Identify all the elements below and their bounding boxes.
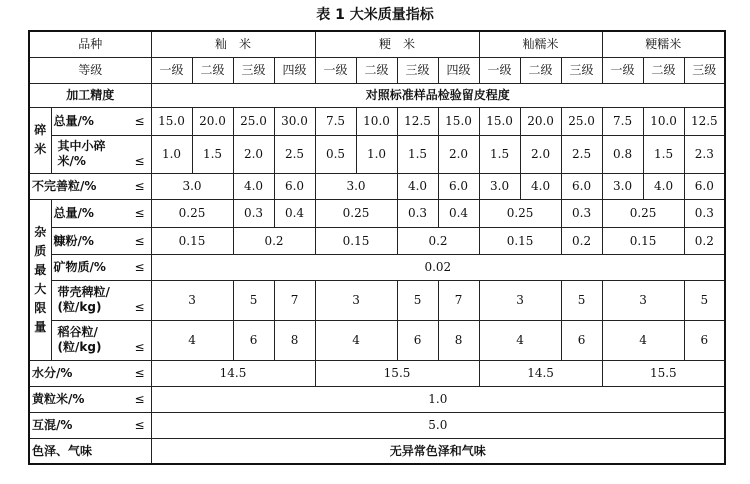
value-cell: 5: [397, 280, 438, 320]
value-cell: 4.0: [397, 173, 438, 199]
value-cell: 6: [684, 320, 725, 360]
value-cell: 10.0: [643, 107, 684, 135]
value-cell: 6.0: [561, 173, 602, 199]
grade-cell: 三级: [684, 57, 725, 83]
value-cell: 0.15: [479, 227, 561, 254]
impurity-husked-label: 带壳稗粒/ (粒/kg) ≤: [51, 280, 151, 320]
broken-small-label: 其中小碎 米/% ≤: [51, 135, 151, 173]
value-cell: 12.5: [397, 107, 438, 135]
imperfect-row: [29, 173, 725, 199]
value-cell: 6.0: [438, 173, 479, 199]
value-cell: 0.4: [274, 199, 315, 227]
value-cell: 15.0: [479, 107, 520, 135]
mixed-label: 互混/% ≤: [29, 412, 151, 438]
value-cell: 0.5: [315, 135, 356, 173]
value-cell: 30.0: [274, 107, 315, 135]
value-cell: 3.0: [479, 173, 520, 199]
value-cell: 2.0: [520, 135, 561, 173]
grade-cell: 一级: [151, 57, 192, 83]
value-cell: 4.0: [520, 173, 561, 199]
value-cell: 6: [233, 320, 274, 360]
variety-japonica-glutinous: 粳糯米: [602, 31, 725, 57]
value-cell: 0.15: [151, 227, 233, 254]
value-cell: 25.0: [561, 107, 602, 135]
rice-quality-table: [28, 30, 726, 465]
value-cell: 0.2: [397, 227, 479, 254]
grade-cell: 三级: [561, 57, 602, 83]
broken-total-label: 总量/% ≤: [51, 107, 151, 135]
value-cell: 0.3: [397, 199, 438, 227]
value-cell: 4.0: [643, 173, 684, 199]
value-cell: 0.2: [233, 227, 315, 254]
processing-label: 加工精度: [29, 83, 151, 107]
value-cell: 5.0: [151, 412, 725, 438]
value-cell: 6: [397, 320, 438, 360]
grade-cell: 二级: [520, 57, 561, 83]
grade-cell: 二级: [356, 57, 397, 83]
impurity-paddy-label: 稻谷粒/ (粒/kg) ≤: [51, 320, 151, 360]
value-cell: 0.02: [151, 254, 725, 280]
broken-small-row: [29, 135, 725, 173]
value-cell: 2.5: [274, 135, 315, 173]
value-cell: 6.0: [684, 173, 725, 199]
grade-cell: 二级: [192, 57, 233, 83]
value-cell: 7.5: [602, 107, 643, 135]
value-cell: 4: [479, 320, 561, 360]
value-cell: 0.25: [602, 199, 684, 227]
value-cell: 1.5: [643, 135, 684, 173]
value-cell: 4: [315, 320, 397, 360]
impurity-total-label: 总量/% ≤: [51, 199, 151, 227]
value-cell: 0.2: [684, 227, 725, 254]
value-cell: 6: [561, 320, 602, 360]
value-cell: 3: [479, 280, 561, 320]
value-cell: 4: [602, 320, 684, 360]
value-cell: 6.0: [274, 173, 315, 199]
moisture-row: [29, 360, 725, 386]
broken-group-label: [29, 107, 51, 173]
value-cell: 15.0: [151, 107, 192, 135]
value-cell: 0.25: [479, 199, 561, 227]
value-cell: 7: [274, 280, 315, 320]
value-cell: 7.5: [315, 107, 356, 135]
value-cell: 7: [438, 280, 479, 320]
impurity-mineral-label: 矿物质/% ≤: [51, 254, 151, 280]
broken-total-row: [29, 107, 725, 135]
value-cell: 0.15: [315, 227, 397, 254]
value-cell: 4.0: [233, 173, 274, 199]
value-cell: 20.0: [192, 107, 233, 135]
value-cell: 0.4: [438, 199, 479, 227]
impurity-husked-row: [29, 280, 725, 320]
value-cell: 3.0: [315, 173, 397, 199]
impurity-group-label: [29, 199, 51, 360]
grade-cell: 一级: [315, 57, 356, 83]
value-cell: 15.0: [438, 107, 479, 135]
impurity-total-row: [29, 199, 725, 227]
impurity-paddy-row: [29, 320, 725, 360]
impurity-bran-label: 糠粉/% ≤: [51, 227, 151, 254]
value-cell: 5: [561, 280, 602, 320]
value-cell: 0.8: [602, 135, 643, 173]
value-cell: 0.2: [561, 227, 602, 254]
impurity-mineral-row: [29, 254, 725, 280]
value-cell: 14.5: [479, 360, 602, 386]
value-cell: 1.5: [397, 135, 438, 173]
grade-cell: 四级: [274, 57, 315, 83]
value-cell: 0.15: [602, 227, 684, 254]
processing-row: [29, 83, 725, 107]
value-cell: 0.25: [315, 199, 397, 227]
value-cell: 3.0: [151, 173, 233, 199]
color-row: [29, 438, 725, 464]
value-cell: 0.3: [233, 199, 274, 227]
value-cell: 1.0: [151, 386, 725, 412]
value-cell: 3: [315, 280, 397, 320]
value-cell: 15.5: [602, 360, 725, 386]
grade-cell: 二级: [643, 57, 684, 83]
value-cell: 8: [274, 320, 315, 360]
value-cell: 15.5: [315, 360, 479, 386]
variety-label: 品种: [29, 31, 151, 57]
value-cell: 2.0: [233, 135, 274, 173]
yellow-label: 黄粒米/% ≤: [29, 386, 151, 412]
value-cell: 0.3: [561, 199, 602, 227]
moisture-label: 水分/% ≤: [29, 360, 151, 386]
value-cell: 8: [438, 320, 479, 360]
value-cell: 0.3: [684, 199, 725, 227]
grade-cell: 四级: [438, 57, 479, 83]
value-cell: 3: [151, 280, 233, 320]
color-label: 色泽、气味: [29, 438, 151, 464]
broken-group-text: 碎 米: [34, 123, 47, 156]
value-cell: 1.5: [479, 135, 520, 173]
grade-cell: 一级: [479, 57, 520, 83]
mixed-row: [29, 412, 725, 438]
impurity-group-text: 杂 质 最 大 限 量: [34, 224, 47, 334]
value-cell: 20.0: [520, 107, 561, 135]
value-cell: 2.0: [438, 135, 479, 173]
grade-cell: 一级: [602, 57, 643, 83]
value-cell: 10.0: [356, 107, 397, 135]
value-cell: 3: [602, 280, 684, 320]
grade-cell: 三级: [233, 57, 274, 83]
value-cell: 14.5: [151, 360, 315, 386]
value-cell: 25.0: [233, 107, 274, 135]
value-cell: 2.5: [561, 135, 602, 173]
grade-header-row: [29, 57, 725, 83]
grade-cell: 三级: [397, 57, 438, 83]
value-cell: 12.5: [684, 107, 725, 135]
processing-value: 对照标准样品检验留皮程度: [151, 83, 725, 107]
variety-indica-glutinous: 籼糯米: [479, 31, 602, 57]
value-cell: 0.25: [151, 199, 233, 227]
color-value: 无异常色泽和气味: [151, 438, 725, 464]
value-cell: 4: [151, 320, 233, 360]
value-cell: 3.0: [602, 173, 643, 199]
value-cell: 1.0: [356, 135, 397, 173]
impurity-bran-row: [29, 227, 725, 254]
variety-header-row: [29, 31, 725, 57]
value-cell: 2.3: [684, 135, 725, 173]
table-title: 表 1 大米质量指标: [316, 7, 434, 23]
value-cell: 5: [233, 280, 274, 320]
value-cell: 1.5: [192, 135, 233, 173]
variety-indica: 籼 米: [151, 31, 315, 57]
variety-japonica: 粳 米: [315, 31, 479, 57]
value-cell: 5: [684, 280, 725, 320]
imperfect-label: 不完善粒/% ≤: [29, 173, 151, 199]
value-cell: 1.0: [151, 135, 192, 173]
grade-label: 等级: [29, 57, 151, 83]
yellow-row: [29, 386, 725, 412]
